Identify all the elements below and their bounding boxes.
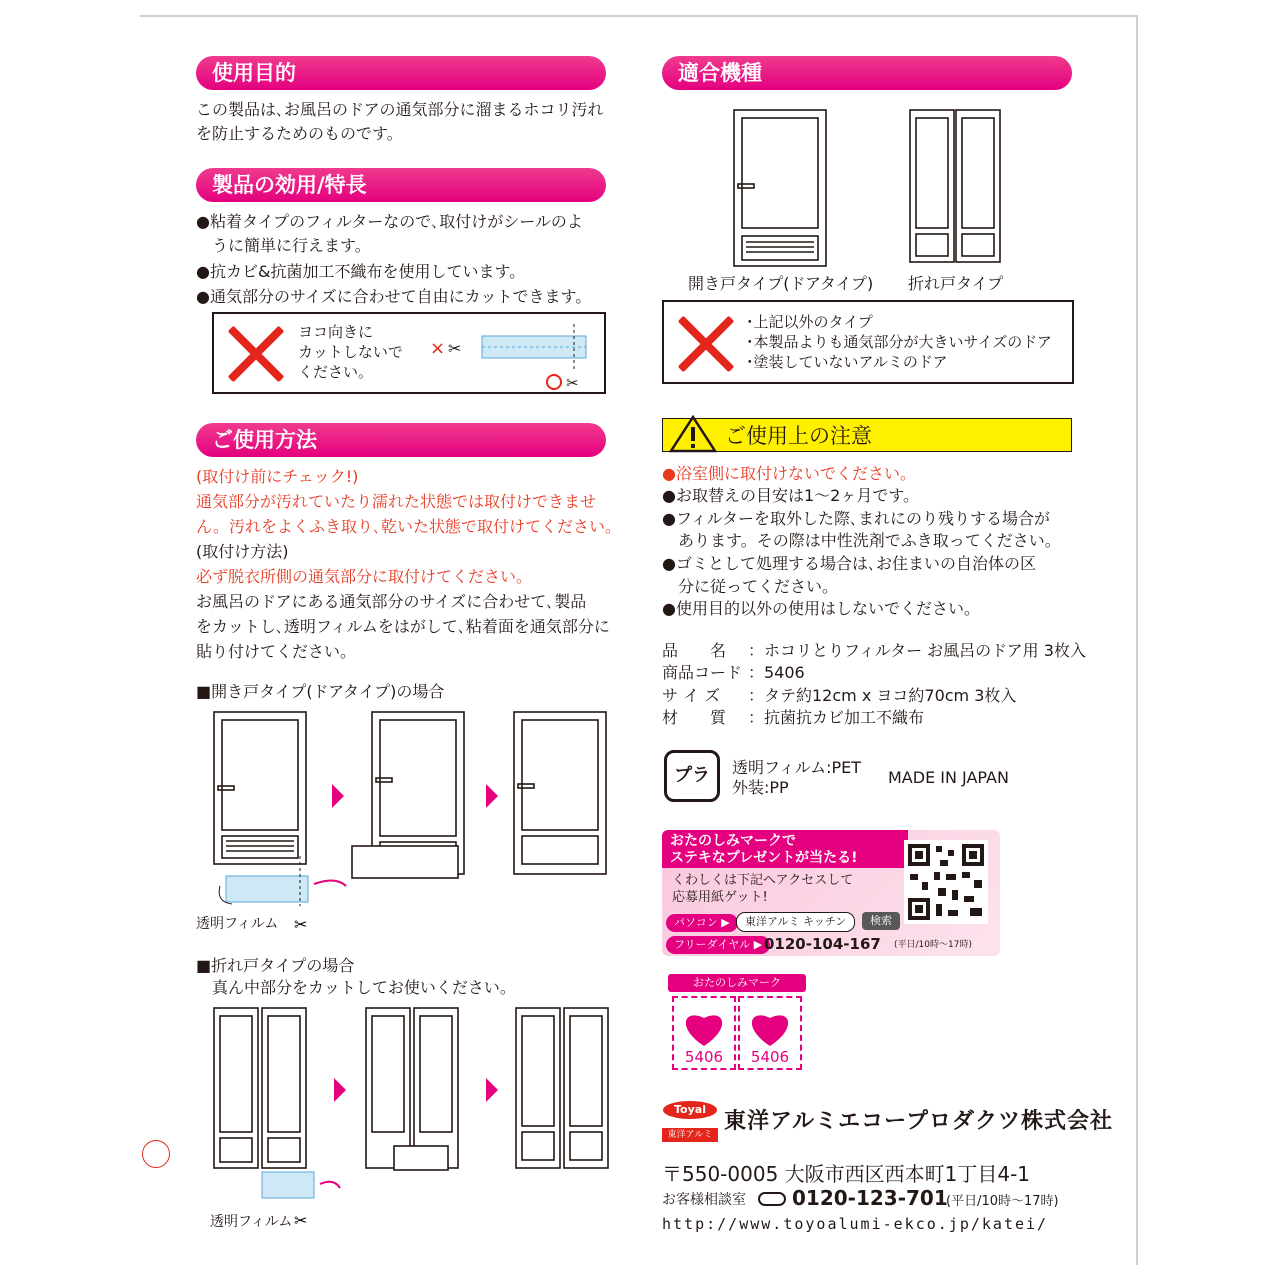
cut-direction-diagram <box>428 320 598 390</box>
support-label: お客様相談室 <box>662 1192 746 1208</box>
promo-search-text[interactable]: 東洋アルミ キッチン <box>736 912 855 932</box>
promo-head-line-1: おたのしみマークで <box>670 833 796 849</box>
not-compat-line-3: ･塗装していないアルミのドア <box>746 353 948 371</box>
not-compat-line-2: ･本製品よりも通気部分が大きいサイズのドア <box>746 333 1052 351</box>
usage-method-line-1: お風呂のドアにある通気部分のサイズに合わせて､製品 <box>196 592 587 611</box>
usage-check-line-1: 通気部分が汚れていたり濡れた状態では取付けできませ <box>196 492 597 511</box>
frame-right-line <box>1136 15 1138 1265</box>
usage-method-red: 必ず脱衣所側の通気部分に取付けてください。 <box>196 567 533 586</box>
spec-value-size: ：タテ約12cm x ヨコ約70cm 3枚入 <box>748 686 1017 705</box>
caution-line-2: ●フィルターを取外した際､まれにのり残りする場合が <box>662 509 1051 528</box>
promo-panel <box>662 830 1000 956</box>
promo-free-hours: (平日/10時～17時) <box>894 940 972 950</box>
heart-icon <box>682 1008 726 1048</box>
company-name: 東洋アルミエコープロダクツ株式会社 <box>724 1109 1114 1134</box>
section-header-usage: ご使用方法 <box>196 423 606 457</box>
company-url-link[interactable]: http://www.toyoalumi-ekco.jp/katei/ <box>662 1215 1049 1233</box>
promo-body-line-1: くわしくは下記へアクセスして <box>672 873 854 888</box>
promo-free-pill: フリーダイヤル ▶ <box>666 936 770 954</box>
spec-label-size: サ イ ズ <box>662 686 721 705</box>
caution-banner <box>662 418 1072 452</box>
not-compatible-box <box>662 300 1074 384</box>
prohibited-x-icon-2 <box>676 314 736 374</box>
purpose-line-2: を防止するためのものです。 <box>196 124 403 143</box>
promo-head-line-2: ステキなプレゼントが当たる! <box>670 850 858 866</box>
spec-label-code: 商品コード <box>662 663 743 682</box>
usage-check-label: (取付け前にチェック!) <box>196 467 359 486</box>
folding-case-title: ■折れ戸タイプの場合 <box>196 956 355 975</box>
folding-case-note: 真ん中部分をカットしてお使いください。 <box>196 978 516 997</box>
spec-value-code: ：5406 <box>748 663 805 682</box>
qr-code-icon <box>904 840 988 924</box>
mark-number-1: 5406 <box>684 1048 724 1066</box>
plastic-recycle-icon: プラ <box>664 750 720 802</box>
support-number: 0120-123-701 <box>792 1186 948 1210</box>
promo-body-line-2: 応募用紙ゲット! <box>672 890 768 905</box>
svg-text:✂: ✂ <box>294 915 308 934</box>
promo-free-number: 0120-104-167 <box>764 935 881 953</box>
spec-label-name: 品 名 <box>662 641 727 660</box>
warning-triangle-icon <box>669 415 717 453</box>
usage-check-line-2: ん。汚れをよくふき取り､乾いた状態で取付けてください。 <box>196 517 621 536</box>
svg-text:×: × <box>430 338 446 359</box>
mark-coupon-2 <box>738 996 802 1070</box>
caution-line-5: 分に従ってください。 <box>662 577 839 596</box>
section-header-features: 製品の効用/特長 <box>196 168 606 202</box>
hinged-case-title: ■開き戸タイプ(ドアタイプ)の場合 <box>196 682 445 701</box>
feature-line-1: ●粘着タイプのフィルターなので､取付けがシールのよ <box>196 212 583 231</box>
toyal-sub-logo: 東洋アルミ <box>662 1128 718 1142</box>
spec-value-material: ：抗菌抗カビ加工不織布 <box>748 708 925 727</box>
feature-line-2: うに簡単に行えます。 <box>196 236 371 255</box>
usage-method-label: (取付け方法) <box>196 542 289 561</box>
promo-pc-pill: パソコン ▶ <box>666 914 738 932</box>
freedial-icon <box>758 1192 786 1206</box>
toyal-logo-text: Toyal <box>674 1103 706 1116</box>
support-hours: (平日/10時～17時) <box>946 1194 1059 1209</box>
toyal-logo <box>662 1100 718 1120</box>
feature-line-3: ●抗カビ&抗菌加工不織布を使用しています。 <box>196 262 526 281</box>
svg-text:✂: ✂ <box>294 1211 308 1230</box>
spec-label-material: 材 質 <box>662 708 727 727</box>
section-header-compat: 適合機種 <box>662 56 1072 90</box>
promo-header <box>662 830 908 868</box>
frame-top-line <box>140 15 1138 17</box>
recycle-film: 透明フィルム:PET <box>732 758 862 777</box>
hinged-door-steps-illustration <box>196 706 610 936</box>
caution-line-1: ●お取替えの目安は1～2ヶ月です。 <box>662 486 920 505</box>
not-compat-line-1: ･上記以外のタイプ <box>746 313 873 331</box>
cut-warning-line-3: ください。 <box>298 363 374 381</box>
registration-circle-mark <box>142 1140 170 1168</box>
recycle-outer: 外装:PP <box>732 778 789 797</box>
caution-line-6: ●使用目的以外の使用はしないでください。 <box>662 599 980 618</box>
company-address: 〒550-0005 大阪市西区西本町1丁目4-1 <box>662 1162 1031 1186</box>
feature-line-4: ●通気部分のサイズに合わせて自由にカットできます。 <box>196 287 592 306</box>
made-in-japan: MADE IN JAPAN <box>888 768 1009 787</box>
caution-line-4: ●ゴミとして処理する場合は､お住まいの自治体の区 <box>662 554 1036 573</box>
compat-type-hinged: 開き戸タイプ(ドアタイプ) <box>688 274 874 293</box>
compat-type-folding: 折れ戸タイプ <box>908 274 1004 293</box>
section-header-purpose: 使用目的 <box>196 56 606 90</box>
mark-number-2: 5406 <box>750 1048 790 1066</box>
compatible-doors-illustration <box>700 104 1020 274</box>
prohibited-x-icon <box>226 324 286 384</box>
spec-value-name: ：ホコリとりフィルター お風呂のドア用 3枚入 <box>748 641 1086 660</box>
caution-line-3: あります。その際は中性洗剤でふき取ってください。 <box>662 531 1061 550</box>
promo-search-button[interactable]: 検索 <box>862 912 900 930</box>
folding-door-steps-illustration <box>196 1002 610 1232</box>
film-label-hinged: 透明フィルム <box>196 916 279 932</box>
mark-coupon-1 <box>672 996 736 1070</box>
cut-warning-line-2: カットしないで <box>298 343 403 361</box>
mark-title: おたのしみマーク <box>668 974 806 992</box>
usage-method-line-2: をカットし､透明フィルムをはがして､粘着面を通気部分に <box>196 617 610 636</box>
heart-icon <box>748 1008 792 1048</box>
cut-warning-box <box>212 312 606 394</box>
caution-red-line: ●浴室側に取付けないでください。 <box>662 464 916 483</box>
usage-method-line-3: 貼り付けてください。 <box>196 642 357 661</box>
svg-text:✂: ✂ <box>566 374 579 390</box>
purpose-line-1: この製品は､お風呂のドアの通気部分に溜まるホコリ汚れ <box>196 100 604 119</box>
film-label-folding: 透明フィルム <box>210 1214 293 1230</box>
svg-text:✂: ✂ <box>448 339 462 358</box>
caution-title: ご使用上の注意 <box>725 424 872 448</box>
cut-warning-line-1: ヨコ向きに <box>298 323 374 341</box>
